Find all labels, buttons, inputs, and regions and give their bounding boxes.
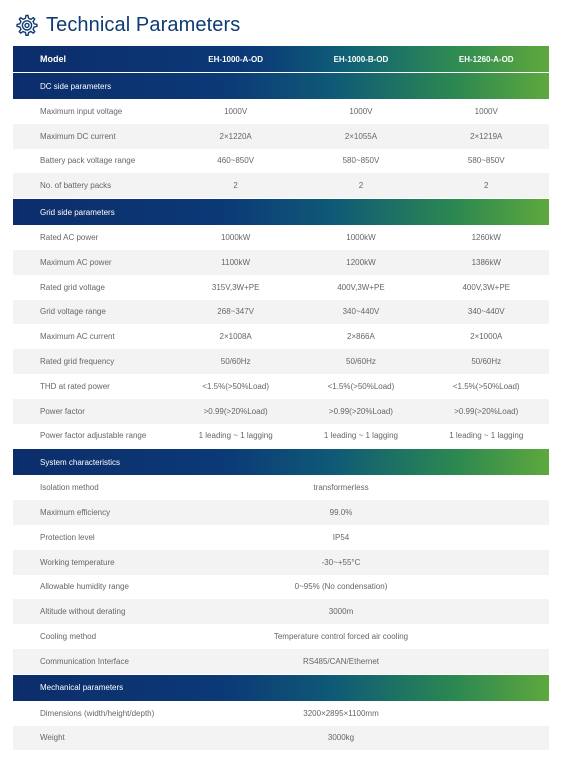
table-row	[13, 475, 549, 500]
table-row	[13, 500, 549, 525]
row-label: Rated grid voltage	[40, 282, 105, 292]
row-label: Isolation method	[40, 483, 99, 493]
table-header	[13, 46, 549, 72]
table-row	[13, 575, 549, 600]
row-value: 340~440V	[342, 307, 380, 317]
table-row	[13, 424, 549, 449]
row-value: >0.99(>20%Load)	[454, 406, 519, 416]
table-row	[13, 399, 549, 424]
table-row	[13, 173, 549, 198]
table-body	[13, 73, 549, 750]
table-row	[13, 275, 549, 300]
row-label: Rated AC power	[40, 233, 99, 243]
row-value: 2	[358, 181, 364, 191]
table-row	[13, 726, 549, 751]
row-label: Weight	[40, 733, 65, 743]
row-label: Communication Interface	[40, 656, 129, 666]
row-value: <1.5%(>50%Load)	[452, 381, 520, 391]
row-label: Power factor adjustable range	[40, 431, 147, 441]
row-value: 2	[484, 181, 489, 191]
row-value: 460~850V	[217, 156, 254, 166]
row-label: Altitude without derating	[40, 607, 126, 617]
row-value: >0.99(>20%Load)	[328, 406, 393, 416]
row-value: 1 leading ~ 1 lagging	[323, 431, 398, 441]
row-value: 1000kW	[220, 233, 251, 243]
row-label: Working temperature	[40, 557, 115, 567]
row-value: 3200×2895×1100mm	[303, 708, 379, 718]
row-value: <1.5%(>50%Load)	[202, 381, 269, 391]
table-row	[13, 250, 549, 275]
row-value: transformerless	[313, 483, 369, 493]
row-value: 1386kW	[471, 257, 501, 267]
model-name: EH-1000-A-OD	[208, 54, 263, 64]
row-value: 580~850V	[467, 156, 505, 166]
table-row	[13, 624, 549, 649]
row-value: 400V,3W+PE	[462, 282, 510, 292]
section-header: Mechanical parameters	[13, 675, 549, 701]
row-value: 2×1219A	[470, 131, 503, 141]
row-value: 315V,3W+PE	[211, 282, 260, 292]
section-header: DC side parameters	[13, 73, 549, 99]
row-value: 50/60Hz	[220, 357, 251, 367]
page-title: Technical Parameters	[46, 13, 241, 36]
row-label: Protection level	[40, 532, 95, 542]
row-value: 2×1220A	[219, 131, 252, 141]
row-label: Maximum AC current	[40, 332, 115, 342]
table-row	[13, 149, 549, 174]
row-value: 1000kW	[346, 233, 376, 243]
row-label: Grid voltage range	[40, 307, 106, 317]
row-value: 340~440V	[467, 307, 505, 317]
row-value: IP54	[332, 532, 350, 542]
row-value: -30~+55°C	[321, 557, 361, 567]
row-label: No. of battery packs	[40, 181, 112, 191]
table-row	[13, 225, 549, 250]
row-label: Power factor	[40, 406, 85, 416]
row-value: 580~850V	[342, 156, 380, 166]
row-value: 1260kW	[471, 233, 501, 243]
row-value: 1100kW	[221, 257, 251, 267]
section-header: System characteristics	[13, 449, 549, 475]
model-name: EH-1000-B-OD	[333, 54, 389, 64]
parameters-table	[13, 46, 549, 750]
row-value: >0.99(>20%Load)	[203, 406, 268, 416]
row-value: 2×1000A	[470, 332, 503, 342]
row-label: Allowable humidity range	[40, 582, 129, 592]
row-value: 50/60Hz	[346, 357, 376, 367]
row-label: Cooling method	[40, 632, 97, 642]
table-row	[13, 649, 549, 674]
row-value: 1000V	[474, 106, 498, 116]
table-row	[13, 99, 549, 124]
table-row	[13, 124, 549, 149]
row-value: 2×866A	[347, 332, 375, 342]
row-value: <1.5%(>50%Load)	[327, 381, 395, 391]
row-label: Maximum DC current	[40, 131, 116, 141]
row-label: THD at rated power	[40, 381, 110, 391]
row-value: 3000kg	[327, 733, 355, 743]
table-row	[13, 349, 549, 374]
table-row	[13, 599, 549, 624]
row-value: 2	[233, 181, 238, 191]
row-value: 1200kW	[346, 257, 376, 267]
row-value: 50/60Hz	[471, 357, 502, 367]
table-row	[13, 374, 549, 399]
model-label: Model	[40, 54, 66, 64]
table-row	[13, 701, 549, 726]
table-row	[13, 300, 549, 325]
row-value: 1000V	[349, 106, 373, 116]
row-value: 1 leading ~ 1 lagging	[198, 431, 273, 441]
title-bar	[14, 10, 240, 40]
row-label: Battery pack voltage range	[40, 156, 136, 166]
row-value: 0~95% (No condensation)	[294, 582, 388, 592]
row-value: 2×1055A	[344, 131, 378, 141]
row-value: 400V,3W+PE	[337, 282, 385, 292]
row-label: Rated grid frequency	[40, 357, 115, 367]
row-value: 1000V	[224, 106, 248, 116]
table-row	[13, 525, 549, 550]
gear-icon	[14, 12, 40, 38]
model-name: EH-1260-A-OD	[458, 54, 514, 64]
row-value: 99.0%	[329, 508, 353, 518]
row-value: 268~347V	[217, 307, 254, 317]
row-value: 3000m	[328, 607, 354, 617]
row-value: RS485/CAN/Ethernet	[302, 656, 380, 666]
row-value: 2×1008A	[219, 332, 252, 342]
row-value: Temperature control forced air cooling	[273, 632, 409, 642]
row-label: Maximum AC power	[40, 257, 112, 267]
row-label: Maximum input voltage	[40, 106, 123, 116]
section-header: Grid side parameters	[13, 199, 549, 225]
table-row	[13, 324, 549, 349]
table-row	[13, 550, 549, 575]
row-value: 1 leading ~ 1 lagging	[449, 431, 524, 441]
row-label: Maximum efficiency	[40, 508, 111, 518]
row-label: Dimensions (width/height/depth)	[40, 708, 155, 718]
